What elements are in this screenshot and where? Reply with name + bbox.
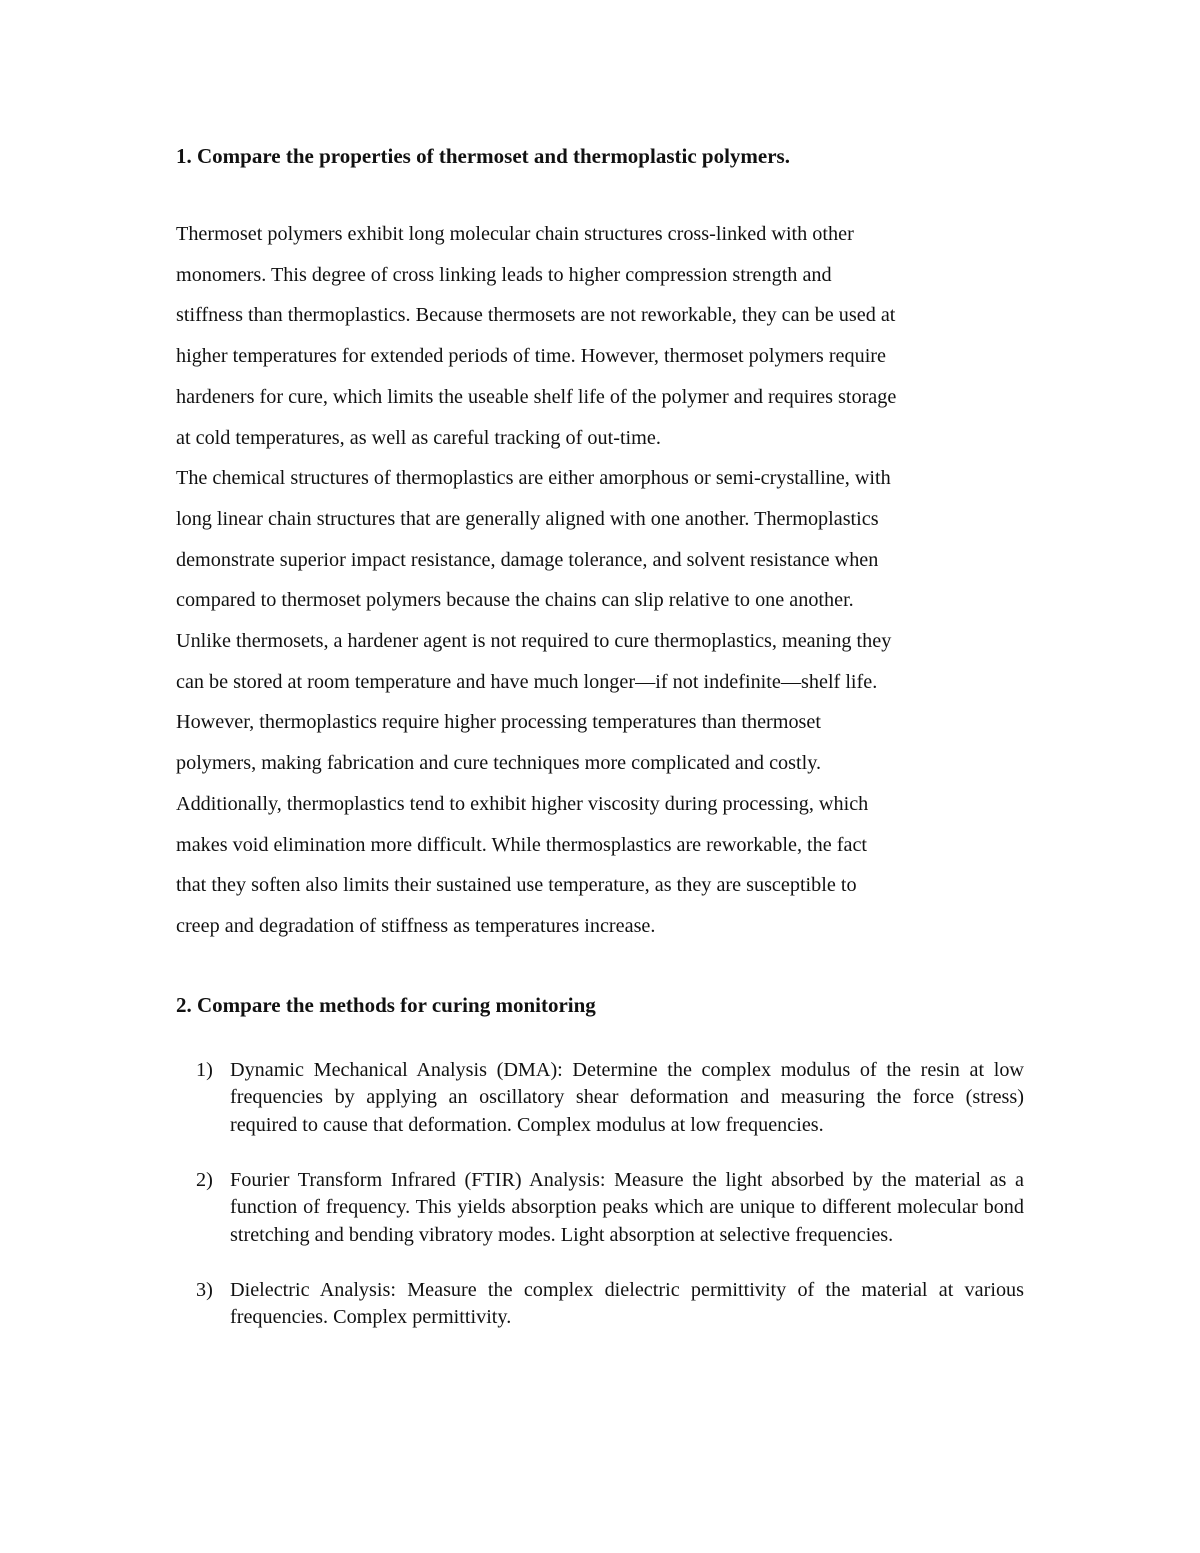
text-line: Additionally, thermoplastics tend to exhibit higher viscosity during processing, which xyxy=(176,792,869,815)
text-line: The chemical structures of thermoplastics are either amorphous or semi-crystalline, with xyxy=(176,467,891,490)
list-item-dma xyxy=(176,1057,1024,1139)
text-line: However, thermoplastics require higher processing temperatures than thermoset xyxy=(176,711,821,734)
text-line: demonstrate superior impact resistance, damage tolerance, and solvent resistance when xyxy=(176,548,879,571)
text-line: can be stored at room temperature and have much longer—if not indefinite—shelf life. xyxy=(176,670,878,693)
list-item-text: Dielectric Analysis: Measure the complex dielectric permittivity of the material at various frequencies. Complex permittivity. xyxy=(230,1278,1024,1329)
text-line: at cold temperatures, as well as careful tracking of out-time. xyxy=(176,426,661,449)
text-line: creep and degradation of stiffness as temperatures increase. xyxy=(176,914,656,937)
list-item-number: 2) xyxy=(196,1168,213,1191)
section-1-heading: 1. Compare the properties of thermoset and thermoplastic polymers. xyxy=(176,144,790,168)
list-item-number: 1) xyxy=(196,1059,213,1081)
list-item-text: Fourier Transform Infrared (FTIR) Analysis: Measure the light absorbed by the material as a function of frequency. This yields absorption peaks which are unique to different molecular bond stretching and bending vibratory modes. Light absorption at selective frequencies. xyxy=(230,1168,1024,1246)
text-line: Thermoset polymers exhibit long molecular chain structures cross-linked with other xyxy=(176,223,854,245)
paragraph-thermoplastic xyxy=(176,458,1024,946)
text-line: compared to thermoset polymers because the chains can slip relative to one another. xyxy=(176,589,854,612)
text-line: higher temperatures for extended periods of time. However, thermoset polymers require xyxy=(176,345,886,368)
section-1-body xyxy=(176,214,1024,947)
text-line: polymers, making fabrication and cure techniques more complicated and costly. xyxy=(176,752,822,775)
list-item-ftir xyxy=(176,1167,1024,1249)
text-line: long linear chain structures that are generally aligned with one another. Thermoplastics xyxy=(176,507,879,530)
text-line: makes void elimination more difficult. While thermosplastics are reworkable, the fact xyxy=(176,833,868,856)
list-item-dielectric xyxy=(176,1277,1024,1332)
paragraph-thermoset xyxy=(176,214,1024,458)
text-line: Unlike thermosets, a hardener agent is not required to cure thermoplastics, meaning they xyxy=(176,630,892,653)
text-line: monomers. This degree of cross linking leads to higher compression strength and xyxy=(176,263,832,286)
text-line: hardeners for cure, which limits the useable shelf life of the polymer and requires storage xyxy=(176,385,897,408)
list-item-number: 3) xyxy=(196,1278,213,1301)
text-line: that they soften also limits their sustained use temperature, as they are susceptible to xyxy=(176,874,857,897)
section-2-heading: 2. Compare the methods for curing monitoring xyxy=(176,993,596,1017)
text-line: stiffness than thermoplastics. Because thermosets are not reworkable, they can be used at xyxy=(176,304,896,327)
list-item-text: Dynamic Mechanical Analysis (DMA): Determine the complex modulus of the resin at low frequencies by applying an oscillatory shear deformation and measuring the force (stress) required to cause that deformation. Complex modulus at low frequencies. xyxy=(230,1059,1024,1136)
curing-methods-list xyxy=(176,1057,1024,1359)
